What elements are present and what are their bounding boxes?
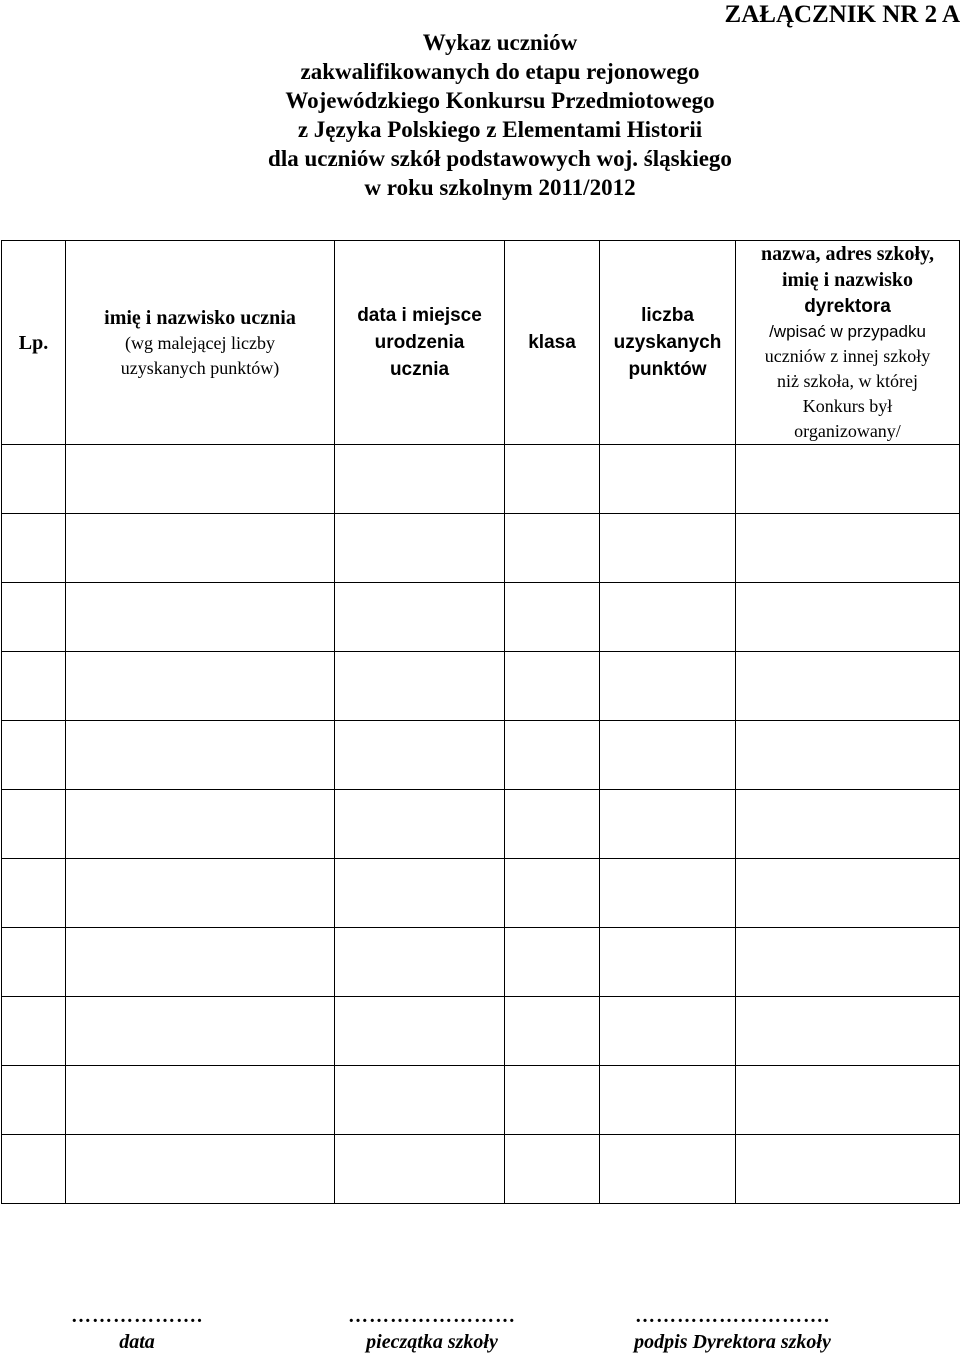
title-line: z Języka Polskiego z Elementami Historii (297, 117, 703, 142)
table-cell (736, 1066, 960, 1135)
table-row (2, 652, 960, 721)
table-cell (505, 859, 600, 928)
table-cell (505, 790, 600, 859)
table-row (2, 445, 960, 514)
header-name-note: uzyskanych punktów) (120, 357, 280, 378)
table-cell (736, 445, 960, 514)
table-cell (505, 997, 600, 1066)
table-cell (505, 928, 600, 997)
table-cell (66, 859, 335, 928)
signature-line: …………………… (348, 1305, 516, 1327)
table-cell (736, 859, 960, 928)
table-cell (736, 790, 960, 859)
table-cell (505, 583, 600, 652)
table-cell (736, 583, 960, 652)
table-cell (2, 1066, 66, 1135)
table-row (2, 721, 960, 790)
table-cell (66, 445, 335, 514)
table-cell (335, 652, 505, 721)
table-cell (66, 721, 335, 790)
table-row (2, 514, 960, 583)
table-row (2, 928, 960, 997)
annex-label: ZAŁĄCZNIK NR 2 A (724, 1, 960, 28)
header-school: nazwa, adres szkoły, imię i nazwisko dyrektora /wpisać w przypadku uczniów z innej szkoły niż szkoła, w której Konkurs był organizowany/ (736, 241, 960, 445)
title-line: zakwalifikowanych do etapu rejonowego (300, 59, 700, 84)
table-cell (66, 514, 335, 583)
table-cell (2, 514, 66, 583)
table-row (2, 1135, 960, 1204)
table-cell (600, 790, 736, 859)
table-cell (335, 445, 505, 514)
table-cell (505, 721, 600, 790)
table-cell (600, 1066, 736, 1135)
table-row (2, 997, 960, 1066)
table-cell (335, 997, 505, 1066)
table-cell (335, 583, 505, 652)
table-cell (2, 928, 66, 997)
table-cell (600, 652, 736, 721)
table-cell (505, 514, 600, 583)
table-cell (505, 652, 600, 721)
table-row (2, 583, 960, 652)
table-cell (335, 721, 505, 790)
title-line: dla uczniów szkół podstawowych woj. śląskiego (268, 146, 732, 171)
signature-label: data (119, 1331, 155, 1353)
signature-label: podpis Dyrektora szkoły (634, 1331, 831, 1353)
table-cell (600, 583, 736, 652)
table-cell (2, 1135, 66, 1204)
table-row (2, 1066, 960, 1135)
table-header-row (2, 241, 960, 445)
table-row (2, 859, 960, 928)
title-line: w roku szkolnym 2011/2012 (364, 175, 636, 200)
signature-line: ………………. (71, 1305, 203, 1327)
table-cell (505, 1066, 600, 1135)
header-birth: data i miejsce urodzenia ucznia (335, 241, 505, 445)
table-cell (600, 445, 736, 514)
table-cell (736, 1135, 960, 1204)
table-cell (2, 997, 66, 1066)
signature-school-stamp (322, 1305, 542, 1355)
table-cell (600, 1135, 736, 1204)
table-cell (66, 997, 335, 1066)
header-name-note: (wg malejącej liczby (125, 332, 275, 353)
table-cell (2, 721, 66, 790)
signature-date (52, 1305, 222, 1355)
table-cell (66, 928, 335, 997)
header-class: klasa (505, 241, 600, 445)
header-points: liczba uzyskanych punktów (600, 241, 736, 445)
table-cell (335, 514, 505, 583)
header-lp: Lp. (2, 241, 66, 445)
table-cell (600, 721, 736, 790)
title-line: Wojewódzkiego Konkursu Przedmiotowego (285, 88, 715, 113)
table-cell (600, 859, 736, 928)
table-cell (736, 928, 960, 997)
table-cell (2, 652, 66, 721)
table-cell (2, 790, 66, 859)
signature-director (610, 1305, 855, 1355)
table-cell (600, 928, 736, 997)
table-cell (600, 514, 736, 583)
table-cell (736, 652, 960, 721)
document-title (160, 28, 840, 202)
table-cell (505, 445, 600, 514)
table-body (2, 445, 960, 1204)
table-cell (335, 1135, 505, 1204)
table-cell (600, 997, 736, 1066)
title-line: Wykaz uczniów (422, 30, 578, 55)
table-cell (736, 721, 960, 790)
table-cell (736, 514, 960, 583)
table-cell (335, 859, 505, 928)
table-cell (66, 1135, 335, 1204)
table-cell (2, 859, 66, 928)
table-cell (66, 583, 335, 652)
table-cell (505, 1135, 600, 1204)
header-student-name (66, 241, 335, 445)
table-cell (2, 445, 66, 514)
students-table (1, 240, 960, 1204)
table-cell (736, 997, 960, 1066)
table-cell (66, 790, 335, 859)
signature-line: ………………………. (635, 1305, 830, 1327)
table-cell (335, 928, 505, 997)
header-name-main: imię i nazwisko ucznia (104, 306, 296, 329)
table-cell (2, 583, 66, 652)
table-cell (66, 652, 335, 721)
table-cell (335, 790, 505, 859)
signature-label: pieczątka szkoły (366, 1331, 498, 1353)
table-row (2, 790, 960, 859)
table-cell (66, 1066, 335, 1135)
table-cell (335, 1066, 505, 1135)
